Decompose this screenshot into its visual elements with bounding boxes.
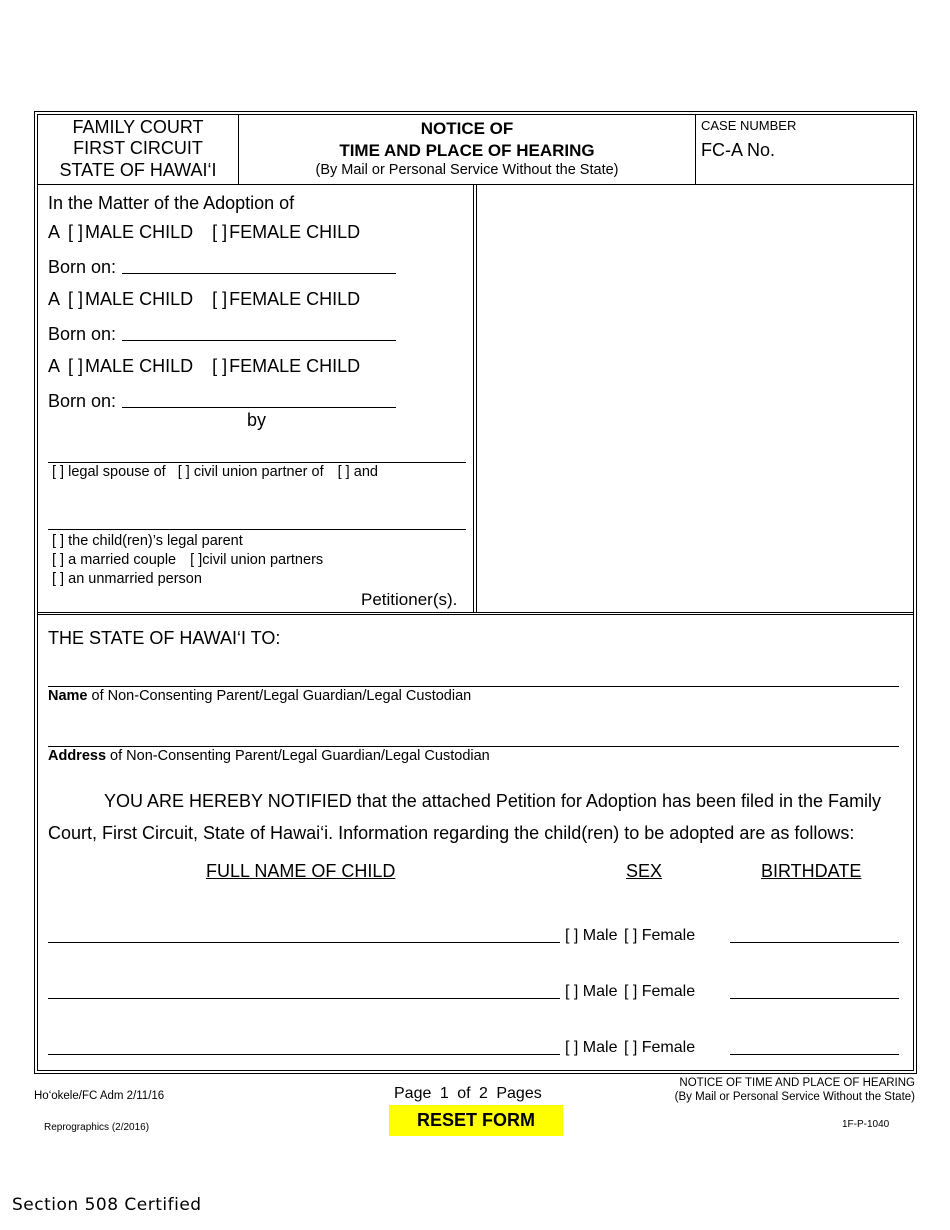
female-child-checkbox[interactable]: [ ]	[212, 222, 228, 242]
court-name-line2: FIRST CIRCUIT	[73, 138, 203, 158]
born-on-label: Born on:	[48, 391, 117, 411]
page-current: 1	[439, 1085, 449, 1102]
civil-union-label: civil union partner of	[193, 464, 324, 480]
caption-rule	[37, 612, 914, 613]
child-prefix: A	[48, 222, 60, 242]
sex-options-1	[565, 927, 695, 945]
address-caption	[48, 748, 490, 764]
civil-union-partners-label: civil union partners	[202, 552, 324, 568]
male-checkbox[interactable]: [ ]	[565, 927, 579, 944]
born-on-line-2[interactable]	[122, 340, 396, 341]
married-couple-checkbox[interactable]: [ ]	[52, 552, 65, 568]
male-child-label: MALE CHILD	[85, 289, 194, 309]
birthdate-line-2[interactable]	[730, 998, 899, 999]
section-508-label: Section 508 Certified	[12, 1195, 202, 1215]
form-admin-code: Ho‘okele/FC Adm 2/11/16	[34, 1090, 165, 1102]
female-checkbox[interactable]: [ ]	[623, 927, 638, 944]
notice-body-line2: Court, First Circuit, State of Hawai‘i. Information regarding the child(ren) to be adopted are as follows:	[48, 823, 855, 843]
legal-parent-label: the child(ren)’s legal parent	[68, 533, 243, 549]
page-indicator	[394, 1085, 542, 1103]
male-label: Male	[582, 1039, 618, 1056]
female-child-checkbox[interactable]: [ ]	[212, 289, 228, 309]
male-label: Male	[582, 983, 618, 1000]
child-row-3	[48, 356, 360, 377]
child-prefix: A	[48, 356, 60, 376]
address-caption-rest: of Non-Consenting Parent/Legal Guardian/Legal Custodian	[106, 748, 490, 764]
and-checkbox[interactable]: [ ]	[337, 464, 350, 480]
female-child-checkbox[interactable]: [ ]	[212, 356, 228, 376]
birthdate-line-3[interactable]	[730, 1054, 899, 1055]
born-on-label: Born on:	[48, 257, 117, 277]
child-name-line-2[interactable]	[48, 998, 560, 999]
column-header-birthdate: BIRTHDATE	[761, 861, 862, 881]
child-row-1	[48, 222, 360, 243]
spouse-label: legal spouse of	[68, 464, 166, 480]
case-number-field[interactable]: FC-A No.	[701, 140, 776, 160]
notice-body-line1: YOU ARE HEREBY NOTIFIED that the attached Petition for Adoption has been filed in the Family	[104, 791, 882, 811]
civil-union-partners-checkbox[interactable]: [ ]	[190, 552, 203, 568]
born-on-label: Born on:	[48, 324, 117, 344]
form-title-line3: (By Mail or Personal Service Without the State)	[315, 162, 619, 178]
header-divider-2	[695, 115, 696, 185]
civil-union-checkbox[interactable]: [ ]	[177, 464, 190, 480]
female-child-label: FEMALE CHILD	[229, 289, 361, 309]
form-title-line1: NOTICE OF	[420, 119, 514, 138]
reprographics-code: Reprographics (2/2016)	[44, 1122, 150, 1133]
footer-form-subtitle: (By Mail or Personal Service Without the State)	[674, 1091, 915, 1103]
name-caption-rest: of Non-Consenting Parent/Legal Guardian/Legal Custodian	[87, 688, 472, 704]
address-caption-bold: Address	[48, 748, 107, 764]
male-checkbox[interactable]: [ ]	[565, 983, 579, 1000]
footer-form-title: NOTICE OF TIME AND PLACE OF HEARING	[679, 1077, 915, 1089]
female-child-label: FEMALE CHILD	[229, 222, 361, 242]
sex-options-2	[565, 983, 695, 1001]
female-checkbox[interactable]: [ ]	[623, 983, 638, 1000]
married-couple-label: a married couple	[68, 552, 177, 568]
male-child-label: MALE CHILD	[85, 356, 194, 376]
relationship-row	[52, 464, 378, 480]
couple-row	[52, 552, 323, 568]
child-name-line-1[interactable]	[48, 942, 560, 943]
pages-label: Pages	[496, 1085, 542, 1102]
born-on-line-3[interactable]	[122, 407, 396, 408]
form-code: 1F-P-1040	[842, 1119, 890, 1130]
male-child-checkbox[interactable]: [ ]	[68, 289, 84, 309]
spouse-checkbox[interactable]: [ ]	[52, 464, 65, 480]
born-on-line-1[interactable]	[122, 273, 396, 274]
child-prefix: A	[48, 289, 60, 309]
case-number-label: CASE NUMBER	[701, 118, 797, 133]
female-label: Female	[641, 927, 696, 944]
caption-divider	[473, 185, 474, 613]
child-row-2	[48, 289, 360, 310]
female-label: Female	[641, 983, 696, 1000]
court-name-line3: STATE OF HAWAI‘I	[59, 160, 217, 180]
state-to-line: THE STATE OF HAWAI‘I TO:	[48, 628, 281, 648]
birthdate-line-1[interactable]	[730, 942, 899, 943]
legal-parent-checkbox[interactable]: [ ]	[52, 533, 65, 549]
caption-rule-2	[37, 614, 914, 615]
unmarried-label: an unmarried person	[68, 571, 202, 587]
caption-divider-2	[476, 185, 477, 613]
male-child-checkbox[interactable]: [ ]	[68, 356, 84, 376]
column-header-name: FULL NAME OF CHILD	[206, 861, 396, 881]
and-label: and	[353, 464, 378, 480]
petitioner-name-line-1[interactable]	[48, 462, 466, 463]
column-header-sex: SEX	[626, 861, 663, 881]
name-caption-bold: Name	[48, 688, 88, 704]
female-child-label: FEMALE CHILD	[229, 356, 361, 376]
male-checkbox[interactable]: [ ]	[565, 1039, 579, 1056]
form-title-line2: TIME AND PLACE OF HEARING	[339, 141, 595, 160]
page-total: 2	[478, 1085, 488, 1102]
female-label: Female	[641, 1039, 696, 1056]
legal-parent-row	[52, 533, 243, 549]
male-child-checkbox[interactable]: [ ]	[68, 222, 84, 242]
page-of: of	[457, 1085, 471, 1102]
name-line[interactable]	[48, 686, 899, 687]
matter-heading: In the Matter of the Adoption of	[48, 193, 295, 213]
by-label: by	[247, 410, 267, 430]
address-line[interactable]	[48, 746, 899, 747]
female-checkbox[interactable]: [ ]	[623, 1039, 638, 1056]
unmarried-checkbox[interactable]: [ ]	[52, 571, 65, 587]
petitioners-label: Petitioner(s).	[361, 590, 458, 609]
male-label: Male	[582, 927, 618, 944]
reset-form-button[interactable]: RESET FORM	[389, 1105, 563, 1136]
sex-options-3	[565, 1039, 695, 1057]
male-child-label: MALE CHILD	[85, 222, 194, 242]
page-label: Page	[394, 1085, 432, 1102]
child-name-line-3[interactable]	[48, 1054, 560, 1055]
court-name-line1: FAMILY COURT	[72, 117, 204, 137]
name-caption	[48, 688, 471, 704]
unmarried-row	[52, 571, 202, 587]
petitioner-name-line-2[interactable]	[48, 529, 466, 530]
